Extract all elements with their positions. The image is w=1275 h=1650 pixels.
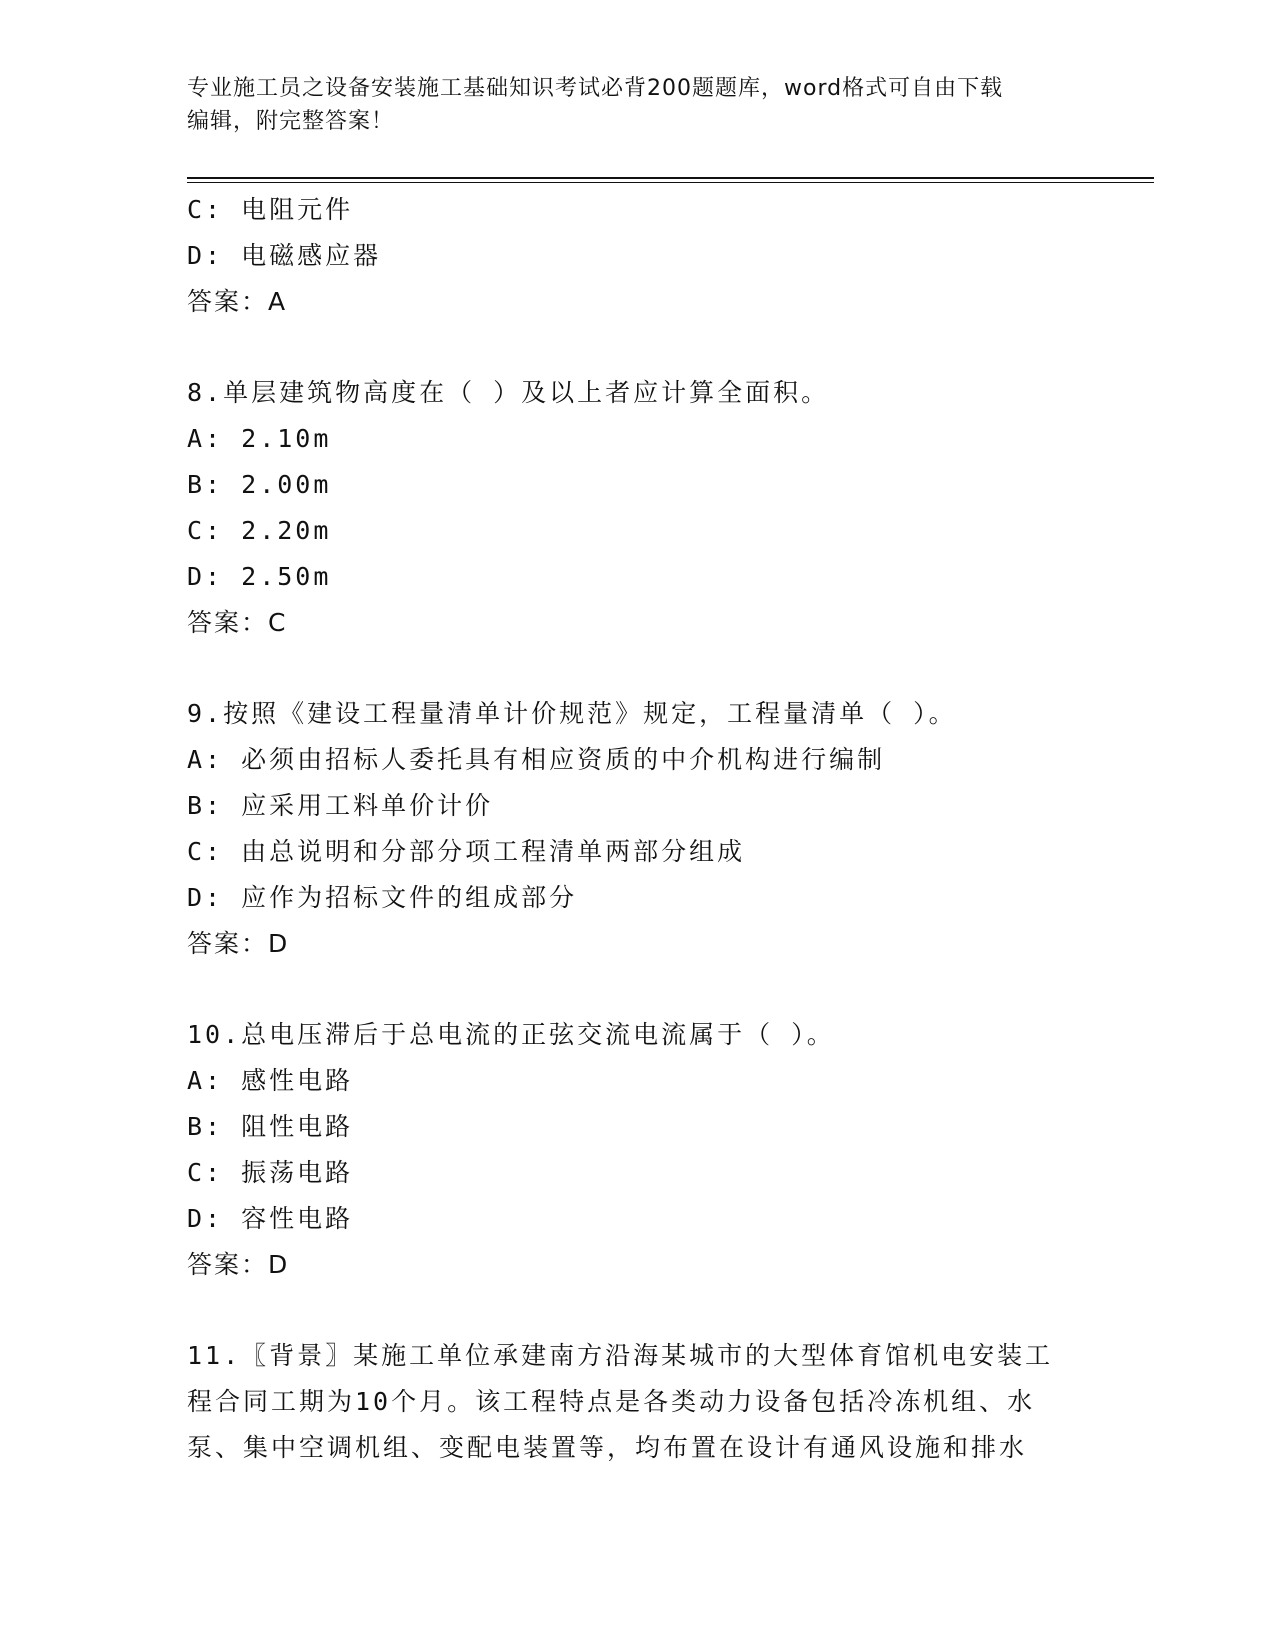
document-header <box>187 72 1087 138</box>
header-title-line-1: 专业施工员之设备安装施工基础知识考试必背200题题库，word格式可自由下载 <box>187 76 1004 101</box>
question-stem-line-1: 11.〖背景〗某施工单位承建南方沿海某城市的大型体育馆机电安装工 <box>187 1341 1054 1370</box>
option-c: C: 电阻元件 <box>187 195 354 224</box>
option-a: A: 感性电路 <box>187 1066 354 1095</box>
option-d: D: 应作为招标文件的组成部分 <box>187 883 578 912</box>
question-stem: 9.按照《建设工程量清单计价规范》规定，工程量清单（ ）。 <box>187 699 957 728</box>
question-stem: 10.总电压滞后于总电流的正弦交流电流属于（ ）。 <box>187 1020 835 1049</box>
option-d: D: 容性电路 <box>187 1204 354 1233</box>
answer-line: 答案：D <box>187 929 290 958</box>
answer-line: 答案：C <box>187 608 288 637</box>
question-stem-line-3: 泵、集中空调机组、变配电装置等，均布置在设计有通风设施和排水 <box>187 1433 1028 1462</box>
question-10 <box>187 1012 1087 1288</box>
spacer <box>187 1288 1087 1333</box>
answer-line: 答案：D <box>187 1250 290 1279</box>
option-b: B: 应采用工料单价计价 <box>187 791 494 820</box>
option-a: A: 必须由招标人委托具有相应资质的中介机构进行编制 <box>187 745 886 774</box>
answer-line: 答案：A <box>187 287 288 316</box>
question-9 <box>187 691 1087 967</box>
option-b: B: 2.00m <box>187 470 332 499</box>
question-stem: 8.单层建筑物高度在（ ）及以上者应计算全面积。 <box>187 378 830 407</box>
question-stem-line-2: 程合同工期为10个月。该工程特点是各类动力设备包括冷冻机组、水 <box>187 1387 1036 1416</box>
question-list <box>187 187 1087 1471</box>
header-divider-thick <box>187 177 1154 179</box>
header-divider-thin <box>187 182 1154 183</box>
option-c: C: 振荡电路 <box>187 1158 354 1187</box>
header-title-line-2: 编辑，附完整答案！ <box>187 109 395 134</box>
question-11 <box>187 1333 1087 1471</box>
question-7-tail <box>187 187 1087 325</box>
spacer <box>187 325 1087 370</box>
option-b: B: 阻性电路 <box>187 1112 354 1141</box>
option-c: C: 由总说明和分部分项工程清单两部分组成 <box>187 837 746 866</box>
question-8 <box>187 370 1087 646</box>
option-d: D: 2.50m <box>187 562 332 591</box>
option-d: D: 电磁感应器 <box>187 241 382 270</box>
option-a: A: 2.10m <box>187 424 332 453</box>
spacer <box>187 967 1087 1012</box>
spacer <box>187 646 1087 691</box>
option-c: C: 2.20m <box>187 516 332 545</box>
